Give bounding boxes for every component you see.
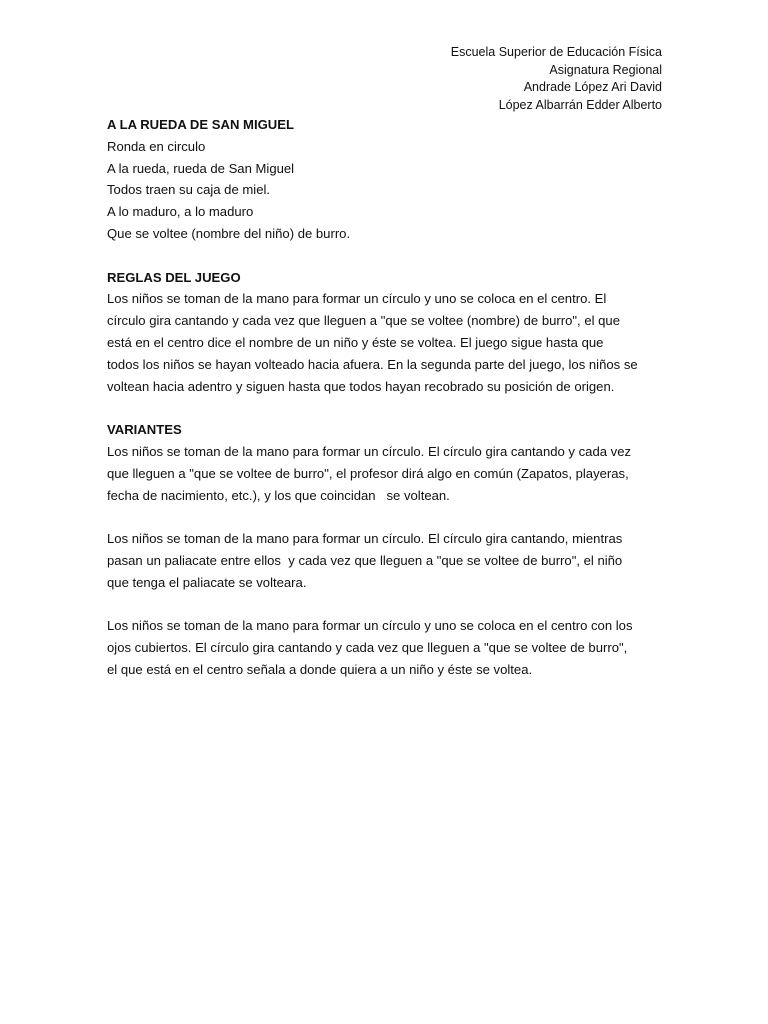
variant-2-line: que tenga el paliacate se volteara. xyxy=(107,574,307,590)
rules-line: Los niños se toman de la mano para formar un círculo y uno se coloca en el centro. El xyxy=(107,291,607,307)
song-line: Que se voltee (nombre del niño) de burro. xyxy=(107,225,351,241)
variant-3-line: el que está en el centro señala a donde quiera a un niño y éste se voltea. xyxy=(107,661,533,677)
song-title: A LA RUEDA DE SAN MIGUEL xyxy=(107,117,294,132)
song-line: A lo maduro, a lo maduro xyxy=(107,204,254,220)
rules-title: REGLAS DEL JUEGO xyxy=(107,269,241,285)
rules-line: voltean hacia adentro y siguen hasta que todos hayan recobrado su posición de origen. xyxy=(107,378,615,394)
variant-1-line: fecha de nacimiento, etc.), y los que coincidan se voltean. xyxy=(107,487,450,503)
rules-line: está en el centro dice el nombre de un niño y éste se voltea. El juego sigue hasta que xyxy=(107,334,604,350)
spacer xyxy=(107,245,667,267)
school-name: Escuela Superior de Educación Física xyxy=(450,45,662,59)
variant-2-line: Los niños se toman de la mano para formar un círculo. El círculo gira cantando, mientras xyxy=(107,531,623,547)
author-header xyxy=(451,44,662,114)
variant-3-line: Los niños se toman de la mano para formar un círculo y uno se coloca en el centro con los xyxy=(107,618,633,634)
variant-1-line: Los niños se toman de la mano para formar un círculo. El círculo gira cantando y cada vez xyxy=(107,443,632,459)
document-body xyxy=(107,114,667,681)
variant-1-line: que lleguen a "que se voltee de burro", el profesor dirá algo en común (Zapatos, playeras, xyxy=(107,465,629,481)
song-line: A la rueda, rueda de San Miguel xyxy=(107,160,295,176)
author-1: Andrade López Ari David xyxy=(523,80,662,95)
rules-line: todos los niños se hayan volteado hacia afuera. En la segunda parte del juego, los niños se xyxy=(107,356,638,372)
song-line: Todos traen su caja de miel. xyxy=(107,182,271,198)
spacer xyxy=(107,506,667,528)
variant-3-line: ojos cubiertos. El círculo gira cantando y cada vez que lleguen a "que se voltee de burro", xyxy=(107,640,628,656)
variant-2-line: pasan un paliacate entre ellos y cada vez que lleguen a "que se voltee de burro", el niño xyxy=(107,552,623,568)
course-name: Asignatura Regional xyxy=(549,62,662,77)
song-line: Ronda en circulo xyxy=(107,138,206,154)
author-2: López Albarrán Edder Alberto xyxy=(498,97,662,112)
rules-line: círculo gira cantando y cada vez que lleguen a "que se voltee (nombre) de burro", el que xyxy=(107,313,620,329)
variants-title: VARIANTES xyxy=(107,422,182,438)
spacer xyxy=(107,397,667,419)
spacer xyxy=(107,594,667,616)
